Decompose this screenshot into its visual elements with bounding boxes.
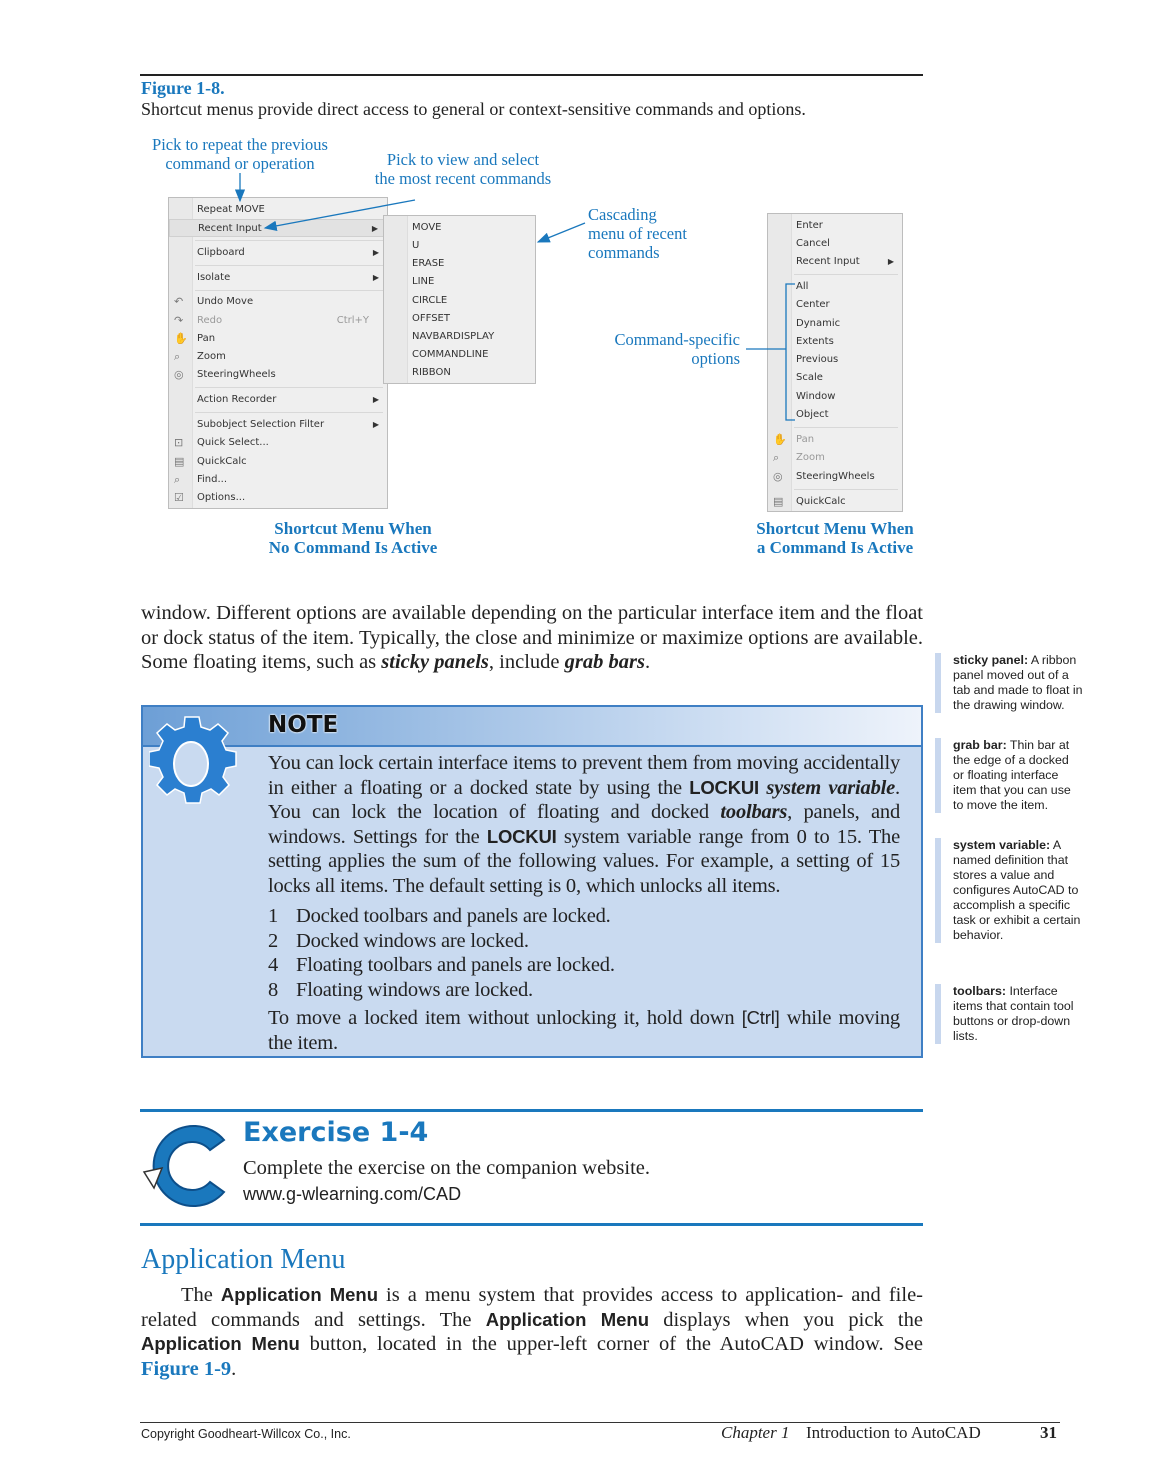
- section-paragraph: [141, 1283, 923, 1381]
- command-lockui: LOCKUI: [486, 825, 557, 847]
- glossary-toolbars: [935, 984, 1083, 1044]
- menu-item-label: Clipboard: [197, 247, 245, 258]
- calculator-icon: ▤: [773, 495, 784, 508]
- caption-line: No Command Is Active: [268, 538, 438, 557]
- exercise-bottom-rule: [140, 1223, 923, 1226]
- glossary-sticky-panel: [935, 653, 1083, 713]
- note-body: [268, 751, 900, 1055]
- note-paragraph: [268, 751, 900, 898]
- note-box: [141, 705, 923, 1058]
- glossary-grab-bar: [935, 738, 1083, 813]
- figure-caption: Shortcut menus provide direct access to general or context-sensitive commands and options.: [141, 99, 806, 119]
- menu-item-label: COMMANDLINE: [412, 349, 489, 360]
- text: To move a locked item without unlocking it, hold down: [268, 1007, 742, 1029]
- list-text: Floating windows are locked.: [296, 978, 533, 1001]
- zoom-icon: ⌕: [174, 350, 181, 363]
- footer-copyright: Copyright Goodheart-Willcox Co., Inc.: [141, 1427, 351, 1441]
- list-text: Floating toolbars and panels are locked.: [296, 954, 615, 976]
- glossary-definition: A ribbon panel moved out of a tab and made to float in the drawing window.: [953, 653, 1083, 712]
- menu-item-label: Scale: [796, 372, 823, 383]
- submenu-arrow-icon: ▶: [887, 257, 894, 266]
- menu-item-label: Recent Input: [198, 223, 262, 234]
- annotation-line: Pick to repeat the previous: [152, 135, 328, 154]
- key-ctrl: [Ctrl]: [741, 1007, 780, 1028]
- glossary-definition: A named definition that stores a value and configures AutoCAD to accomplish a specific task or exhibit a certain behavior.: [953, 838, 1081, 942]
- ui-term: Application Menu: [485, 1308, 650, 1330]
- note-title: NOTE: [268, 712, 339, 738]
- find-icon: ⌕: [174, 473, 181, 486]
- list-item: [268, 953, 900, 978]
- exercise-logo-icon: [140, 1122, 236, 1210]
- callout-arrow-cascading: [538, 223, 585, 242]
- options-icon: ☑: [174, 491, 184, 504]
- term-grab-bars: grab bars: [564, 651, 645, 674]
- text: system variable range from 0 to 15. The setting applies the sum of the following values. For example, a setting of 15 locks all items. The default setting is 0, which unlocks all items.: [268, 825, 900, 897]
- list-text: Docked windows are locked.: [296, 929, 529, 952]
- menu-item-label: Redo: [197, 315, 223, 326]
- section-heading: Application Menu: [141, 1244, 346, 1275]
- list-item: [268, 904, 900, 929]
- menu-item-label: Undo Move: [197, 296, 254, 307]
- list-item: [268, 929, 900, 954]
- footer-chapter: Chapter 1: [721, 1423, 790, 1442]
- submenu-arrow-icon: ▶: [372, 273, 379, 282]
- steeringwheels-icon: ◎: [773, 470, 783, 483]
- callout-lines: [0, 0, 1149, 600]
- submenu-arrow-icon: ▶: [372, 395, 379, 404]
- zoom-icon: ⌕: [773, 451, 780, 464]
- text: .: [644, 651, 651, 674]
- list-number: 4: [268, 954, 279, 976]
- ui-term: Application Menu: [220, 1284, 378, 1305]
- annotation-line: Pick to view and select: [386, 150, 540, 169]
- caption-line: Shortcut Menu When: [756, 519, 914, 538]
- menu-item-label: Center: [796, 299, 830, 310]
- term-sticky-panels: sticky panels: [381, 651, 489, 674]
- caption-command-active: [735, 519, 935, 557]
- caption-no-command: [253, 519, 453, 557]
- menu-item-label: Window: [796, 391, 836, 402]
- submenu-arrow-icon: ▶: [372, 420, 379, 429]
- pan-icon: ✋: [773, 433, 787, 446]
- undo-icon: ↶: [174, 295, 184, 308]
- text: , include: [488, 651, 565, 674]
- text: . You can lock the location of floating and docked: [268, 776, 900, 823]
- list-text: Docked toolbars and panels are locked.: [296, 905, 611, 927]
- annotation-line: options: [691, 349, 740, 368]
- menu-item-label: Previous: [796, 354, 839, 365]
- menu-item-label: QuickCalc: [197, 456, 247, 467]
- menu-item-label: LINE: [412, 276, 435, 287]
- glossary-definition: Thin bar at the edge of a docked or floating interface item that you can use to move the item.: [953, 738, 1071, 812]
- submenu-arrow-icon: ▶: [372, 248, 379, 257]
- redo-icon: ↷: [174, 314, 184, 327]
- annotation-line: command or operation: [165, 154, 315, 173]
- exercise-text: Complete the exercise on the companion website.: [243, 1157, 651, 1179]
- list-number: 1: [268, 905, 279, 927]
- menu-item-label: Cancel: [796, 238, 830, 249]
- exercise-url[interactable]: www.g-wlearning.com/CAD: [243, 1184, 462, 1204]
- glossary-definition: Interface items that contain tool buttons or drop-down lists.: [953, 984, 1074, 1043]
- exercise-top-rule: [140, 1109, 923, 1112]
- menu-item-label: Action Recorder: [197, 394, 277, 405]
- text: You can lock certain interface items to prevent them from moving accidentally in either a floating or a docked state by using the: [268, 752, 900, 799]
- note-header: [143, 707, 921, 747]
- annotation-line: Cascading: [588, 205, 657, 224]
- menu-item-label: All: [796, 281, 809, 292]
- menu-item-label: Options...: [197, 492, 246, 503]
- submenu-arrow-icon: ▶: [371, 224, 378, 233]
- text: is a menu system that provides access to application- and file-related commands and settings. The: [141, 1284, 923, 1331]
- steeringwheels-icon: ◎: [174, 368, 184, 381]
- glossary-system-variable: [935, 838, 1083, 943]
- glossary-term: grab bar:: [953, 738, 1007, 752]
- menu-item-label: Zoom: [796, 452, 825, 463]
- list-number: 8: [268, 978, 279, 1001]
- term-system-variable: system variable: [766, 776, 896, 799]
- menu-item-label: Object: [796, 409, 829, 420]
- menu-item-label: NAVBARDISPLAY: [412, 331, 495, 342]
- menu-item-label: Subobject Selection Filter: [197, 419, 325, 430]
- menu-item-label: Repeat MOVE: [197, 204, 265, 215]
- annotation-line: menu of recent: [588, 224, 687, 243]
- exercise-title: Exercise 1-4: [243, 1117, 429, 1148]
- text: while moving the item.: [268, 1007, 900, 1054]
- figure-link[interactable]: Figure 1-9: [141, 1357, 232, 1380]
- calculator-icon: ▤: [174, 455, 185, 468]
- glossary-term: toolbars:: [953, 984, 1007, 998]
- caption-line: Shortcut Menu When: [274, 519, 432, 538]
- text: .: [231, 1357, 237, 1380]
- annotation-line: Command-specific: [614, 330, 740, 349]
- term-toolbars: toolbars: [720, 801, 788, 823]
- ui-term: Application Menu: [141, 1333, 300, 1355]
- text: window. Different options are available depending on the particular interface item and the float or dock status of the item. Typically, the close and minimize or maximize options are available. Some floating items, such as: [141, 602, 923, 674]
- quick-select-icon: ⊡: [174, 436, 184, 449]
- menu-item-label: Extents: [796, 336, 834, 347]
- menu-item-label: Recent Input: [796, 256, 860, 267]
- gear-icon: [149, 713, 245, 809]
- list-number: 2: [268, 929, 279, 952]
- menu-item-label: SteeringWheels: [796, 471, 875, 482]
- lock-values-list: [268, 904, 900, 1002]
- menu-item-label: RIBBON: [412, 367, 451, 378]
- glossary-term: system variable:: [953, 838, 1051, 852]
- callout-arrow-recent: [265, 200, 415, 228]
- menu-item-label: Enter: [796, 220, 823, 231]
- menu-item-label: CIRCLE: [412, 295, 448, 306]
- page-number: 31: [1040, 1423, 1057, 1442]
- pan-icon: ✋: [174, 332, 188, 345]
- menu-item-label: SteeringWheels: [197, 369, 276, 380]
- menu-item-label: Isolate: [197, 272, 231, 283]
- text: displays when you pick the: [649, 1308, 923, 1331]
- command-lockui: LOCKUI: [689, 776, 759, 798]
- footer-chapter-title: Introduction to AutoCAD: [806, 1423, 981, 1442]
- menu-item-label: Pan: [796, 434, 815, 445]
- menu-shortcut: Ctrl+Y: [336, 315, 369, 326]
- list-item: [268, 978, 900, 1003]
- text: , panels, and windows. Settings for the: [268, 801, 900, 848]
- callout-bracket-options: [746, 284, 795, 420]
- annotation-line: the most recent commands: [374, 169, 552, 188]
- menu-item-label: U: [412, 240, 420, 251]
- menu-item-label: OFFSET: [412, 313, 450, 324]
- text: The: [181, 1284, 221, 1306]
- menu-item-label: Quick Select...: [197, 437, 269, 448]
- figure-label: Figure 1-8.: [141, 78, 225, 98]
- body-paragraph: [141, 601, 923, 675]
- menu-item-label: ERASE: [412, 258, 445, 269]
- caption-line: a Command Is Active: [756, 538, 914, 557]
- menu-item-label: Dynamic: [796, 318, 841, 329]
- menu-item-label: Pan: [197, 333, 216, 344]
- text: button, located in the upper-left corner of the AutoCAD window. See: [299, 1333, 923, 1356]
- annotation-line: commands: [588, 243, 660, 262]
- menu-item-label: Find...: [197, 474, 228, 485]
- menu-item-label: QuickCalc: [796, 496, 846, 507]
- menu-item-label: Zoom: [197, 351, 226, 362]
- note-paragraph: [268, 1006, 900, 1055]
- menu-item-label: MOVE: [412, 222, 442, 233]
- glossary-term: sticky panel:: [953, 653, 1029, 667]
